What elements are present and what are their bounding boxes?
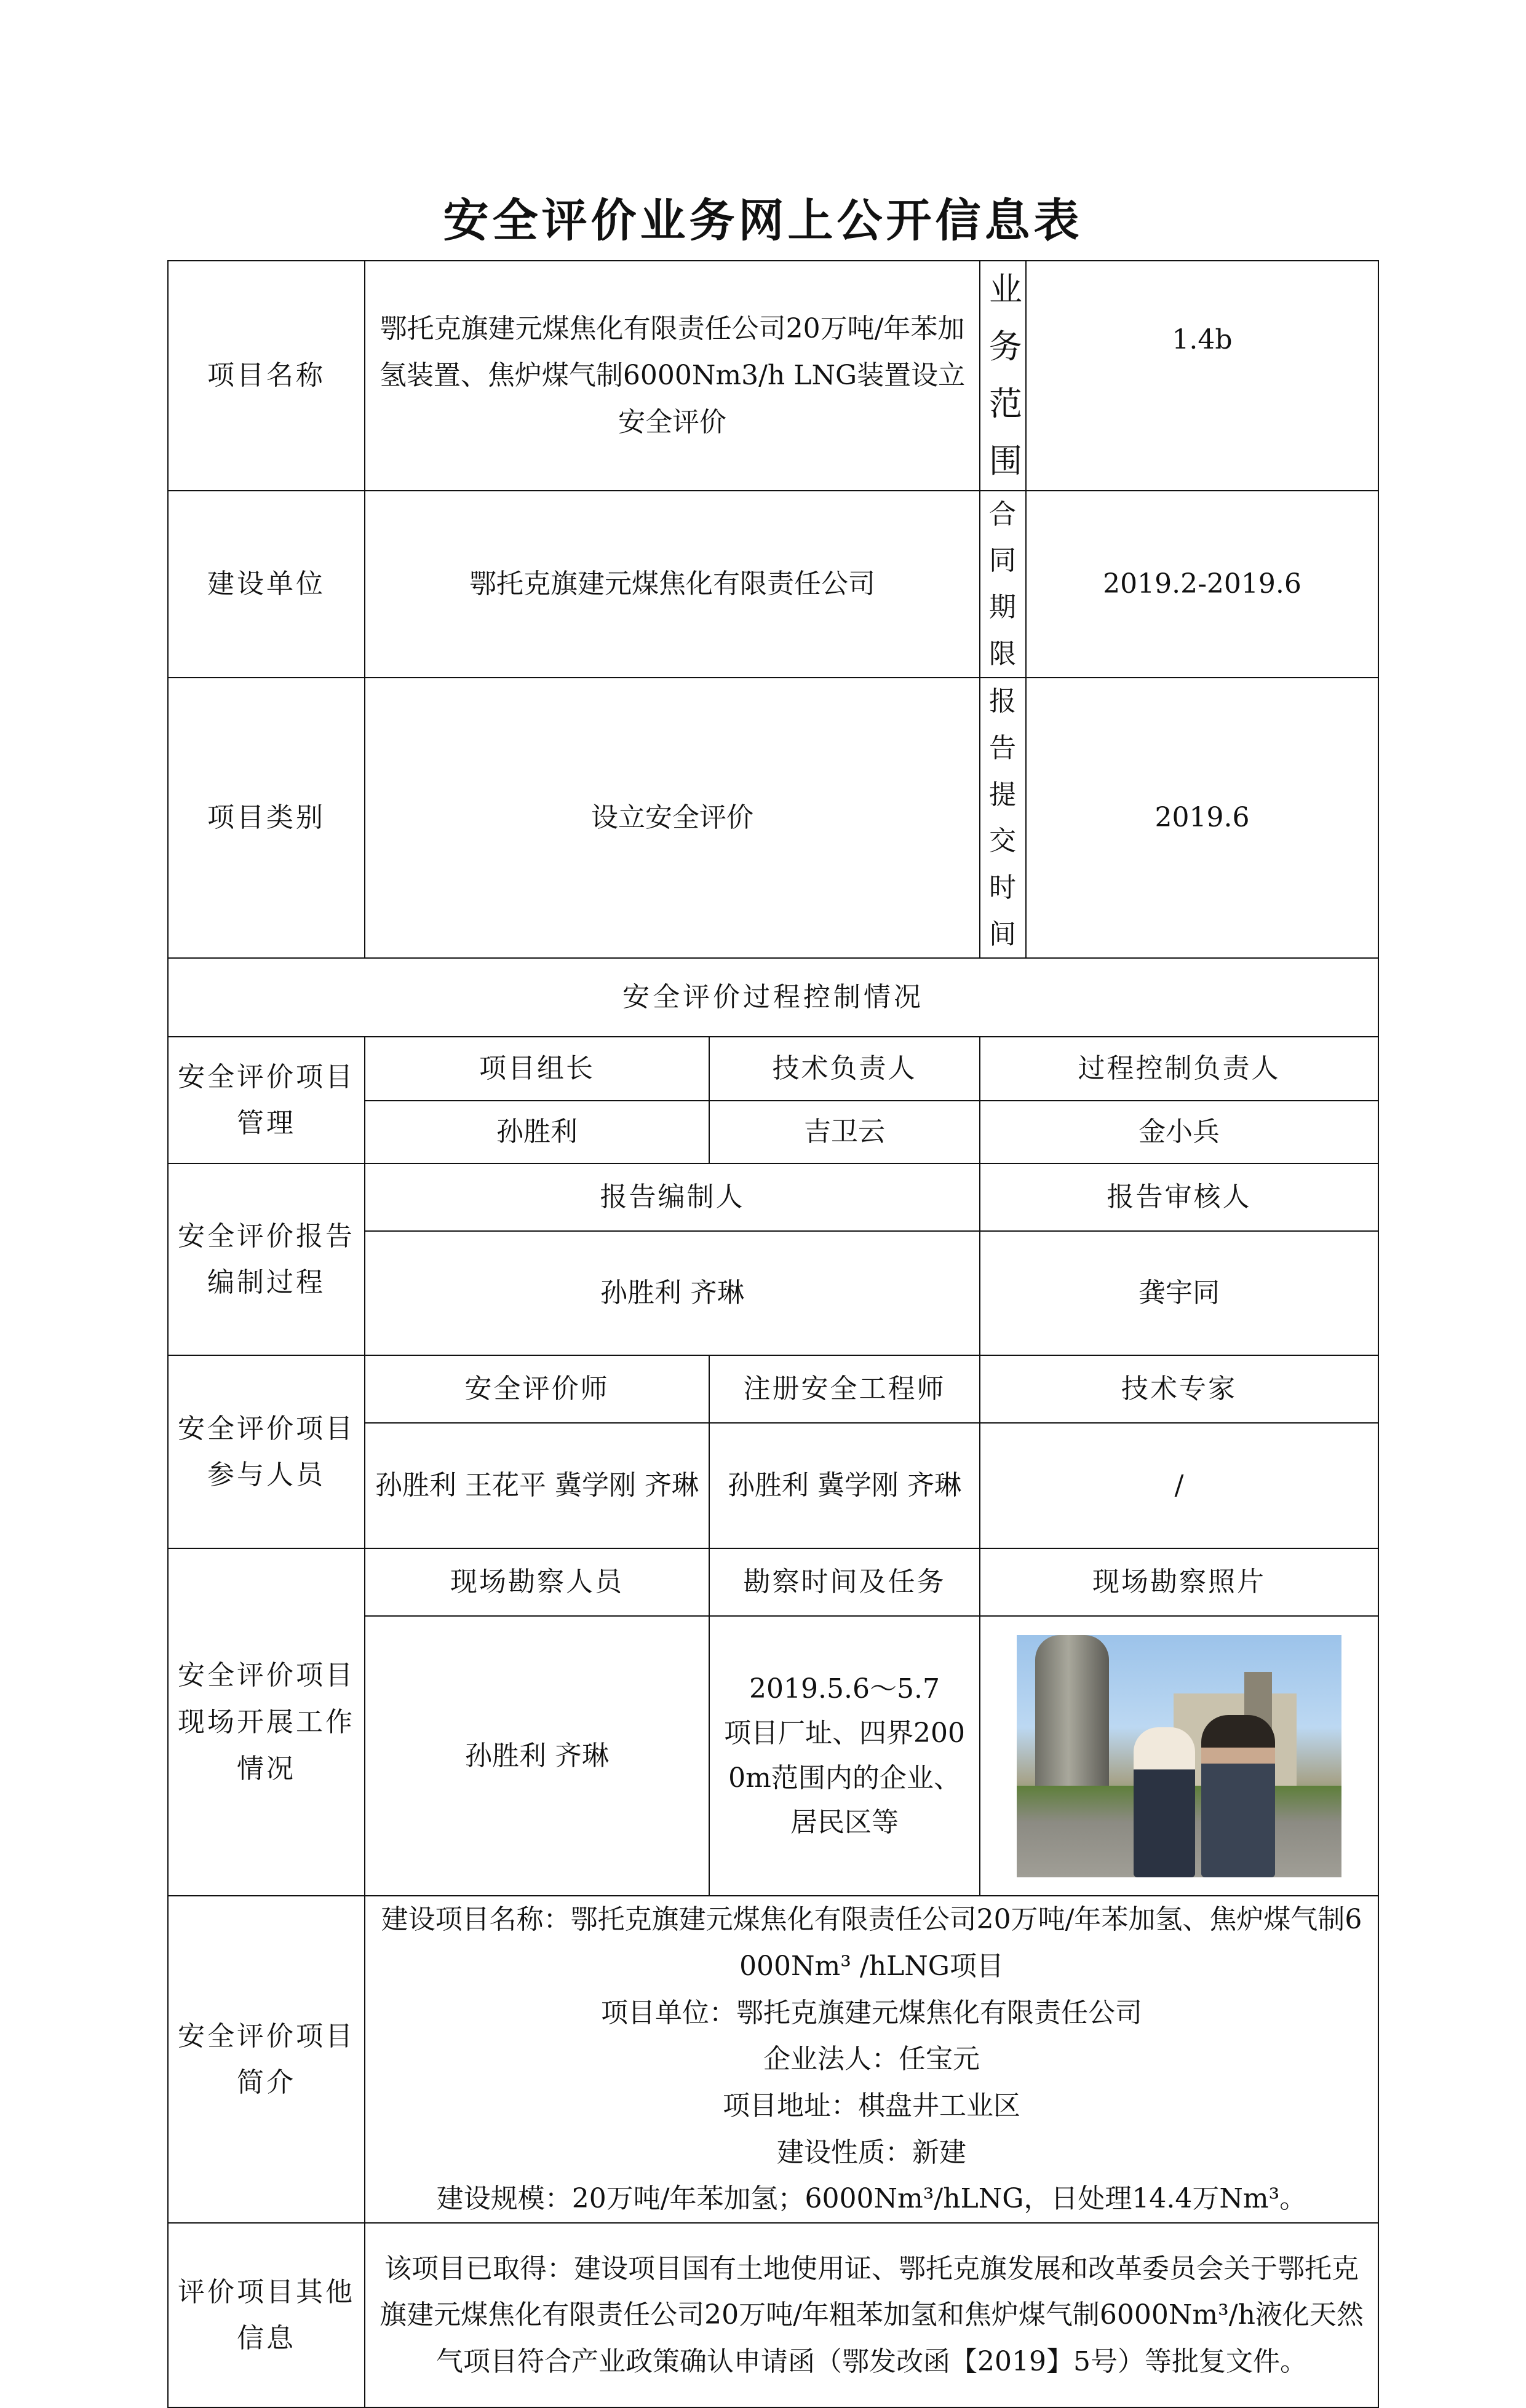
project-name-value: 鄂托克旗建元煤焦化有限责任公司20万吨/年苯加氢装置、焦炉煤气制6000Nm3/h LNG装置设立安全评价	[365, 261, 980, 491]
process-lead-value: 金小兵	[980, 1101, 1378, 1163]
header-tech-lead: 技术负责人	[709, 1037, 980, 1101]
compile-label: 安全评价报告编制过程	[168, 1163, 365, 1355]
header-report-author: 报告编制人	[365, 1163, 980, 1231]
project-name-label: 项目名称	[168, 261, 365, 491]
summary-line: 建设规模：20万吨/年苯加氢；6000Nm³/hLNG，日处理14.4万Nm³。	[436, 2183, 1307, 2215]
header-registered-engineer: 注册安全工程师	[709, 1355, 980, 1423]
site-label: 安全评价项目现场开展工作情况	[168, 1548, 365, 1896]
participants-label: 安全评价项目参与人员	[168, 1355, 365, 1548]
summary-label: 安全评价项目简介	[168, 1896, 365, 2223]
contract-value: 2019.2-2019.6	[1026, 491, 1378, 678]
summary-line: 建设项目名称：鄂托克旗建元煤焦化有限责任公司20万吨/年苯加氢、焦炉煤气制6000Nm³ /hLNG项目	[381, 1904, 1362, 1982]
site-staff-value: 孙胜利 齐琳	[365, 1616, 709, 1896]
header-site-staff: 现场勘察人员	[365, 1548, 709, 1616]
info-table	[167, 260, 1379, 2408]
registered-engineer-value: 孙胜利 冀学刚 齐琳	[709, 1423, 980, 1548]
category-value: 设立安全评价	[365, 678, 980, 958]
report-reviewer-value: 龚宇同	[980, 1231, 1378, 1355]
tech-lead-value: 吉卫云	[709, 1101, 980, 1163]
summary-text	[365, 1896, 1378, 2223]
header-team-leader: 项目组长	[365, 1037, 709, 1101]
builder-value: 鄂托克旗建元煤焦化有限责任公司	[365, 491, 980, 678]
site-time-value: 2019.5.6～5.7	[749, 1673, 940, 1705]
photo-person-right	[1201, 1715, 1275, 1877]
management-label: 安全评价项目管理	[168, 1037, 365, 1163]
summary-line: 企业法人：任宝元	[763, 2043, 980, 2075]
site-task-value: 项目厂址、四界2000m范围内的企业、居民区等	[724, 1717, 965, 1839]
other-text: 该项目已取得：建设项目国有土地使用证、鄂托克旗发展和改革委员会关于鄂托克旗建元煤焦化有限责任公司20万吨/年粗苯加氢和焦炉煤气制6000Nm³/h液化天然气项目符合产业政策确认申请函（鄂发改函【2019】5号）等批复文件。	[365, 2223, 1378, 2407]
submit-value: 2019.6	[1026, 678, 1378, 958]
header-site-time: 勘察时间及任务	[709, 1548, 980, 1616]
site-photo-cell	[980, 1616, 1378, 1896]
photo-person-left	[1134, 1727, 1195, 1877]
header-tech-expert: 技术专家	[980, 1355, 1378, 1423]
tech-expert-value: /	[980, 1423, 1378, 1548]
section-title: 安全评价过程控制情况	[168, 958, 1378, 1037]
page-title: 安全评价业务网上公开信息表	[443, 194, 1083, 247]
scope-label: 业务范围	[980, 261, 1026, 491]
report-author-value: 孙胜利 齐琳	[365, 1231, 980, 1355]
summary-line: 项目地址：棋盘井工业区	[723, 2090, 1020, 2122]
contract-label: 合同期限	[980, 491, 1026, 678]
header-report-reviewer: 报告审核人	[980, 1163, 1378, 1231]
photo-tower	[1035, 1635, 1109, 1789]
summary-line: 建设性质：新建	[777, 2136, 966, 2168]
site-photo	[1017, 1635, 1341, 1877]
team-leader-value: 孙胜利	[365, 1101, 709, 1163]
header-process-lead: 过程控制负责人	[980, 1037, 1378, 1101]
header-site-photo: 现场勘察照片	[980, 1548, 1378, 1616]
category-label: 项目类别	[168, 678, 365, 958]
safety-assessor-value: 孙胜利 王花平 冀学刚 齐琳	[365, 1423, 709, 1548]
summary-line: 项目单位：鄂托克旗建元煤焦化有限责任公司	[601, 1997, 1142, 2029]
submit-label: 报告提交时间	[980, 678, 1026, 958]
builder-label: 建设单位	[168, 491, 365, 678]
header-safety-assessor: 安全评价师	[365, 1355, 709, 1423]
scope-value: 1.4b	[1026, 261, 1378, 491]
site-time-task	[709, 1616, 980, 1896]
other-label: 评价项目其他信息	[168, 2223, 365, 2407]
